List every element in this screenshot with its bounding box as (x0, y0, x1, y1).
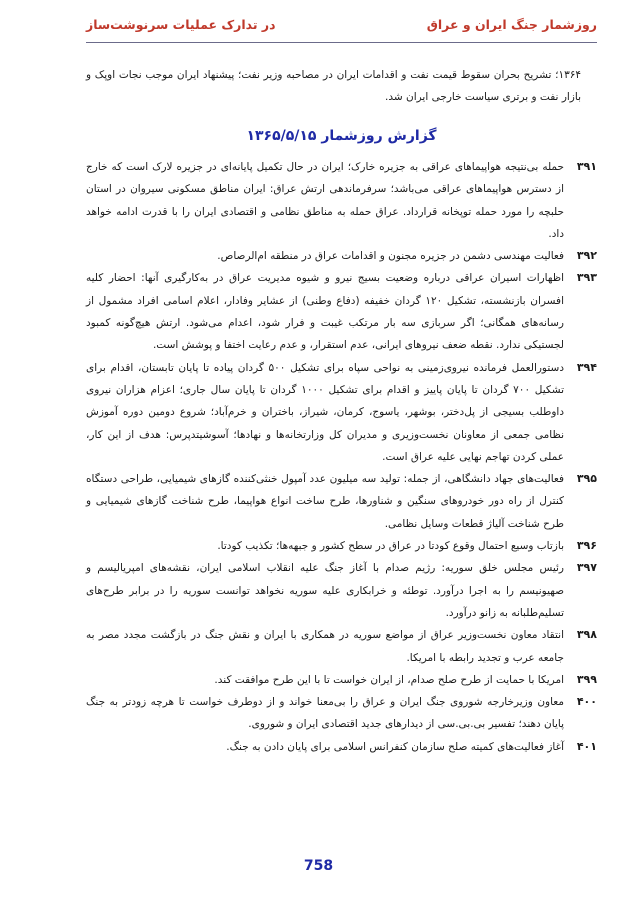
item-text: امریکا با حمایت از طرح صلح صدام، از ایران خواست تا با این طرح موافقت کند. (214, 673, 564, 686)
item-number: ۴۰۰ (576, 695, 597, 709)
list-item (86, 557, 597, 624)
item-number: ۳۹۵ (576, 472, 597, 486)
header-divider (86, 42, 597, 43)
list-item (86, 669, 597, 691)
item-number: ۳۹۷ (576, 561, 597, 575)
item-text: آغاز فعالیت‌های کمیته صلح سازمان کنفرانس اسلامی برای پایان دادن به جنگ. (226, 740, 564, 753)
item-text: اظهارات اسیران عراقی درباره وضعیت بسیج نیرو و شیوه مدیریت عراق در به‌کارگیری آنها: احضار کلیه افسران بازنشسته، تشکیل ۱۲۰ گردان خفیفه (دفاع وطنی) از عشایر وفادار، اعلام اسامی افراد مشمول از رسانه‌های همگانی؛ اگر سربازی سه بار مرتکب غیبت و فرار شود، اعدام می‌شود. ارتش هیچ‌گونه کمبود لجستیکی ندارد. نقطه ضعف نیروهای ایرانی، عدم استقرار، و عدم رعایت اختفا و پوشش است. (86, 272, 564, 352)
intro-paragraph: ۱۳۶۴؛ تشریح بحران سقوط قیمت نفت و اقدامات ایران در مصاحبه وزیر نفت؛ پیشنهاد ایران موجب نجات اوپک و بازار نفت و برتری سیاست خارجی ایران شد. (86, 69, 581, 103)
page-number: 758 (303, 858, 334, 874)
item-number: ۳۹۶ (576, 539, 597, 553)
list-item (86, 535, 597, 557)
item-number: ۳۹۱ (576, 160, 597, 173)
item-text: حمله بی‌نتیجه هواپیماهای عراقی به جزیره خارک؛ ایران در حال تکمیل پایانه‌ای در جزیره لارک است که خارج از دسترس هواپیماهای عراقی می‌باشد؛ سرفرماندهی ارتش عراق: ایران مناطق مسکونی سیروان در استان حلبچه را مورد حمله توپخانه قرارداد. عراق حمله به مناطق نظامی و اقتصادی ایران را با قدرت ادامه خواهد داد. (86, 161, 564, 240)
item-number: ۳۹۹ (576, 672, 597, 686)
item-text: فعالیت‌های جهاد دانشگاهی، از جمله: تولید سه میلیون عدد آمپول خنثی‌کننده گازهای شیمیایی، طراحی دستگاه کنترل از راه دور خودروهای سنگین و شناورها، طرح ساخت انواع هواپیما، طرح شناخت گازهای شیمیایی و طرح شناخت آلیاژ قطعات وسایل نظامی. (86, 473, 564, 530)
item-text: رئیس مجلس خلق سوریه: رژیم صدام با آغاز جنگ علیه انقلاب اسلامی ایران، نقشه‌های امپریالیسم و صهیونیسم را به اجرا درآورد. توطئه و خرابکاری علیه سوریه نخواهد توانست سوریه را در برابر طرح‌های تسلیم‌طلبانه به زانو درآورد. (86, 562, 564, 619)
volume-title: در تدارک عملیات سرنوشت‌ساز (86, 16, 276, 32)
item-number: ۳۹۴ (576, 360, 597, 374)
item-text: معاون وزیرخارجه شوروی جنگ ایران و عراق را بی‌معنا خواند و از دوطرف خواست تا هرچه زودتر به جنگ پایان دهند؛ تفسیر بی.بی.سی از دیدارهای جدید اقتصادی ایران و شوروی. (86, 696, 564, 731)
item-number: ۳۹۳ (576, 271, 597, 285)
item-number: ۴۰۱ (576, 739, 597, 753)
list-item (86, 736, 597, 758)
running-header (86, 12, 597, 36)
list-item (86, 267, 597, 356)
list-item (86, 245, 597, 267)
list-item (86, 357, 597, 468)
item-text: بازتاب وسیع احتمال وقوع کودتا در عراق در سطح کشور و جبهه‌ها؛ تکذیب کودتا. (217, 540, 564, 553)
item-text: دستورالعمل فرمانده نیروی‌زمینی به نواحی سپاه برای تشکیل ۵۰۰ گردان پیاده تا پایان تابستان، اقدام برای تشکیل ۷۰۰ گردان تا پایان پاییز و اقدام برای تشکیل ۱۰۰۰ گردان تا پایان سال جاری؛ اعزام هزاران نیروی داوطلب بسیجی از پل‌دختر، بوشهر، یاسوج، کرمان، شیراز، باختران و خرم‌آباد؛ شروع دومین دوره آموزش نظامی جمعی از معاونان نخست‌وزیری و مدیران کل وزارتخانه‌ها و نهادها؛ آسوشیتدپرس: هدف از این کار، عملی کردن تهاجم نهایی علیه عراق است. (86, 361, 564, 463)
item-text: انتقاد معاون نخست‌وزیر عراق از مواضع سوریه در همکاری با ایران و نقش جنگ در بازگشت مجدد مصر به جامعه عرب و تجدید رابطه با امریکا. (86, 629, 564, 664)
list-item (86, 691, 597, 736)
list-item (86, 156, 597, 245)
item-number: ۳۹۲ (576, 249, 597, 263)
report-title: گزارش روزشمار ۱۳۶۵/۵/۱۵ (246, 128, 437, 144)
list-item (86, 624, 597, 669)
list-item (86, 468, 597, 535)
book-title: روزشمار جنگ ایران و عراق (426, 16, 597, 32)
report-items (86, 156, 597, 758)
item-text: فعالیت مهندسی دشمن در جزیره مجنون و اقدامات عراق در منطقه ام‌الرصاص. (217, 250, 564, 263)
item-number: ۳۹۸ (576, 628, 597, 642)
